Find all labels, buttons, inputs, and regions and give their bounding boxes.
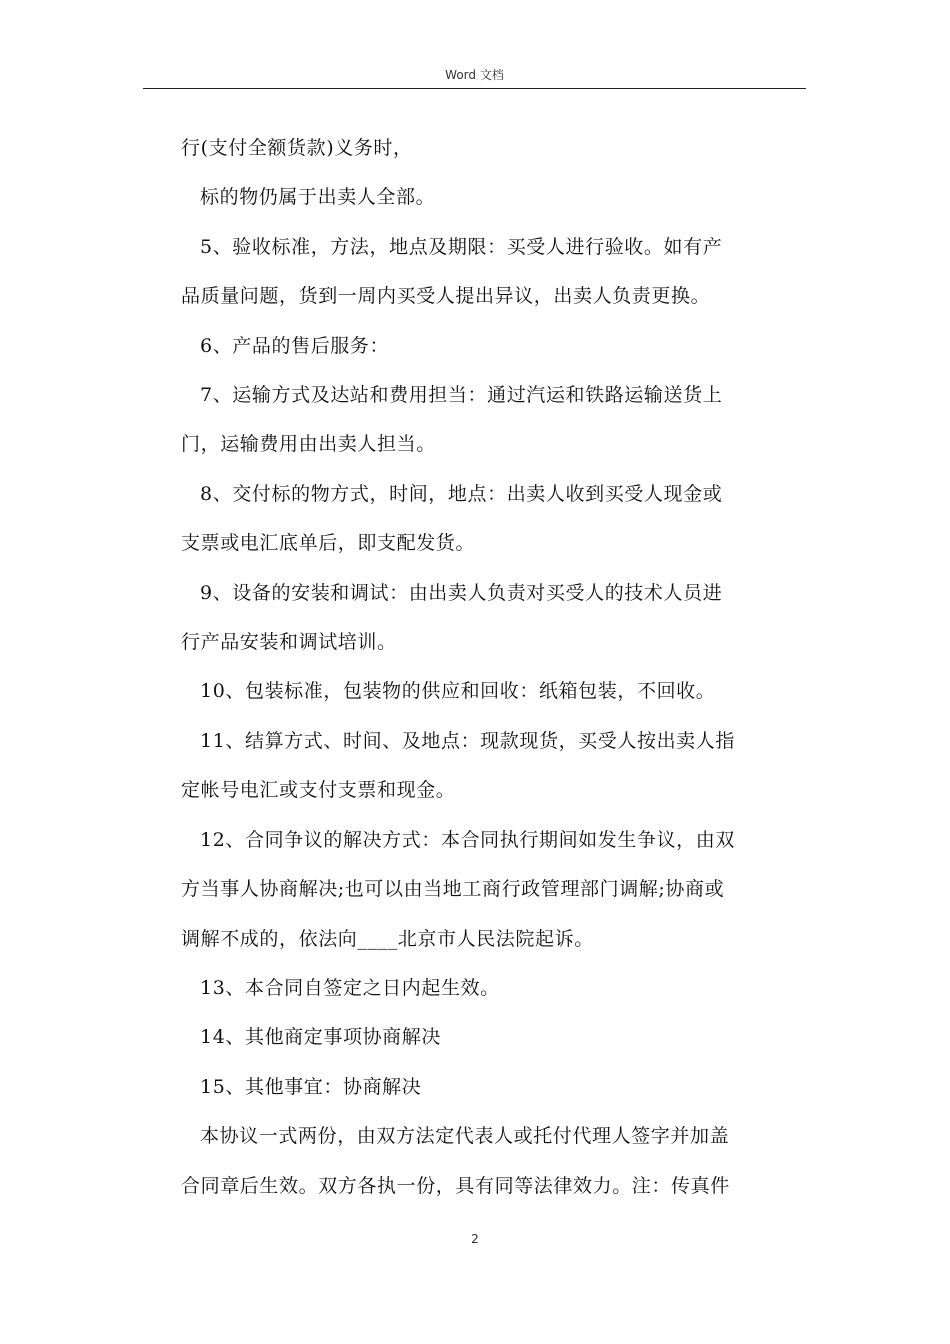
header-title: Word 文档 [445,68,504,82]
paragraph-line: 调解不成的，依法向____北京市人民法院起诉。 [181,927,594,950]
paragraph-line: 5、验收标准，方法，地点及期限：买受人进行验收。如有产 [200,235,723,258]
document-body [181,124,809,1211]
paragraph-line: 13、本合同自签定之日内起生效。 [200,976,500,999]
page-number: 2 [471,1232,479,1246]
paragraph-line: 合同章后生效。双方各执一份，具有同等法律效力。注：传真件 [181,1174,730,1197]
paragraph-line: 支票或电汇底单后，即支配发货。 [181,532,476,555]
paragraph-line: 方当事人协商解决;也可以由当地工商行政管理部门调解;协商或 [181,878,725,901]
paragraph-line: 11、结算方式、时间、及地点：现款现货，买受人按出卖人指 [200,729,735,752]
paragraph-line: 9、设备的安装和调试：由出卖人负责对买受人的技术人员进 [200,581,723,604]
paragraph-line: 10、包装标准，包装物的供应和回收：纸箱包装，不回收。 [200,680,716,703]
paragraph-line: 7、运输方式及达站和费用担当：通过汽运和铁路运输送货上 [200,384,723,407]
page-header [143,64,806,89]
paragraph-line: 定帐号电汇或支付支票和现金。 [181,779,456,802]
paragraph-line: 14、其他商定事项协商解决 [200,1026,441,1049]
paragraph-line: 行产品安装和调试培训。 [181,631,397,654]
paragraph-line: 标的物仍属于出卖人全部。 [200,186,436,209]
paragraph-line: 6、产品的售后服务： [200,334,390,357]
paragraph-line: 门，运输费用由出卖人担当。 [181,433,436,456]
paragraph-line: 本协议一式两份，由双方法定代表人或托付代理人签字并加盖 [200,1125,730,1148]
paragraph-line: 行(支付全额货款)义务时， [181,137,413,159]
paragraph-line: 15、其他事宜：协商解决 [200,1075,422,1098]
paragraph-line: 品质量问题，货到一周内买受人提出异议，出卖人负责更换。 [181,285,711,308]
paragraph-line: 8、交付标的物方式，时间，地点：出卖人收到买受人现金或 [200,482,723,505]
paragraph-line: 12、合同争议的解决方式：本合同执行期间如发生争议，由双 [200,828,735,851]
